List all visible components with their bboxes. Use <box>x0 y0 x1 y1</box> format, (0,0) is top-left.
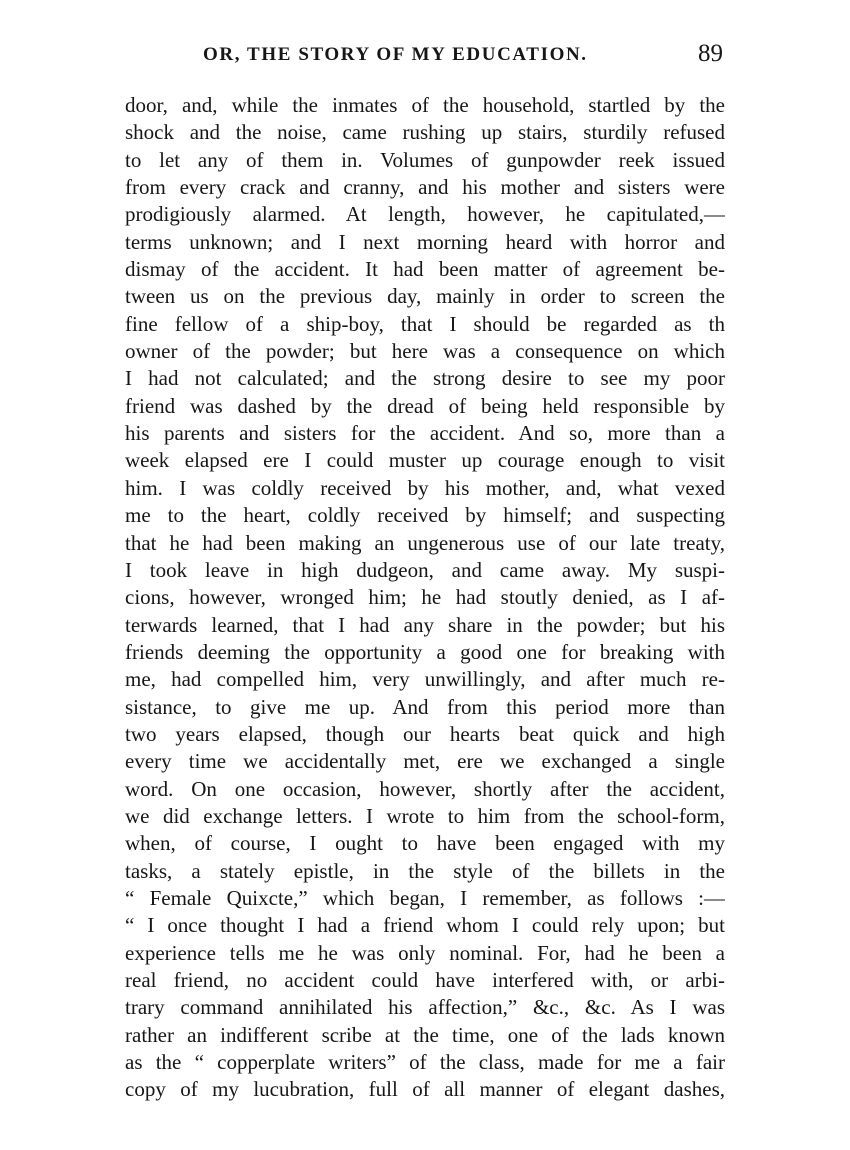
text-line: him. I was coldly received by his mother, and, what vexed <box>125 475 725 500</box>
running-head <box>125 40 725 76</box>
text-line: me, had compelled him, very unwillingly, and after much re- <box>125 667 725 692</box>
running-title: OR, THE STORY OF MY EDUCATION. <box>203 44 588 65</box>
text-line: trary command annihilated his affection,” &c., &c. As I was <box>125 995 725 1020</box>
text-line: that he had been making an ungenerous use of our late treaty, <box>125 530 725 555</box>
text-line: dismay of the accident. It had been matter of agreement be- <box>125 257 725 282</box>
text-line: fine fellow of a ship-boy, that I should be regarded as th <box>125 311 725 336</box>
text-line: to let any of them in. Volumes of gunpowder reek issued <box>125 147 725 172</box>
text-line: “ Female Quixcte,” which began, I remember, as follows :— <box>125 885 725 910</box>
text-line: his parents and sisters for the accident. And so, more than a <box>125 421 725 446</box>
text-line: terwards learned, that I had any share in the powder; but his <box>125 612 725 637</box>
text-line: friend was dashed by the dread of being held responsible by <box>125 393 725 418</box>
text-line: door, and, while the inmates of the household, startled by the <box>125 93 725 117</box>
text-line: from every crack and cranny, and his mother and sisters were <box>125 175 725 200</box>
text-line: week elapsed ere I could muster up courage enough to visit <box>125 448 725 473</box>
text-line: terms unknown; and I next morning heard with horror and <box>125 229 725 254</box>
text-line: friends deeming the opportunity a good one for breaking with <box>125 639 725 664</box>
text-line: cions, however, wronged him; he had stoutly denied, as I af- <box>125 585 725 610</box>
text-line: I took leave in high dudgeon, and came away. My suspi- <box>125 557 725 582</box>
page-number: 89 <box>698 40 723 67</box>
text-line: when, of course, I ought to have been engaged with my <box>125 831 725 856</box>
text-line: real friend, no accident could have interfered with, or arbi- <box>125 968 725 992</box>
text-line: word. On one occasion, however, shortly after the accident, <box>125 776 725 801</box>
body-text <box>125 92 725 1104</box>
text-line: every time we accidentally met, ere we exchanged a single <box>125 749 725 774</box>
text-line: shock and the noise, came rushing up stairs, sturdily refused <box>125 120 725 145</box>
text-line: sistance, to give me up. And from this period more than <box>125 694 725 719</box>
text-line: rather an indifferent scribe at the time, one of the lads known <box>125 1022 725 1047</box>
text-line: prodigiously alarmed. At length, however, he capitulated,— <box>125 202 725 227</box>
text-line: “ I once thought I had a friend whom I could rely upon; but <box>125 913 725 938</box>
text-line: tasks, a stately epistle, in the style of the billets in the <box>125 858 725 883</box>
text-line: we did exchange letters. I wrote to him from the school-form, <box>125 803 725 828</box>
text-line: as the “ copperplate writers” of the class, made for me a fair <box>125 1050 725 1075</box>
text-line: owner of the powder; but here was a consequence on which <box>125 339 725 364</box>
text-line: two years elapsed, though our hearts beat quick and high <box>125 721 725 746</box>
text-line: tween us on the previous day, mainly in order to screen the <box>125 284 725 309</box>
text-line: experience tells me he was only nominal. For, had he been a <box>125 940 725 965</box>
text-line: I had not calculated; and the strong desire to see my poor <box>125 366 725 391</box>
text-line: copy of my lucubration, full of all manner of elegant dashes, <box>125 1077 725 1102</box>
text-line: me to the heart, coldly received by himself; and suspecting <box>125 503 725 528</box>
